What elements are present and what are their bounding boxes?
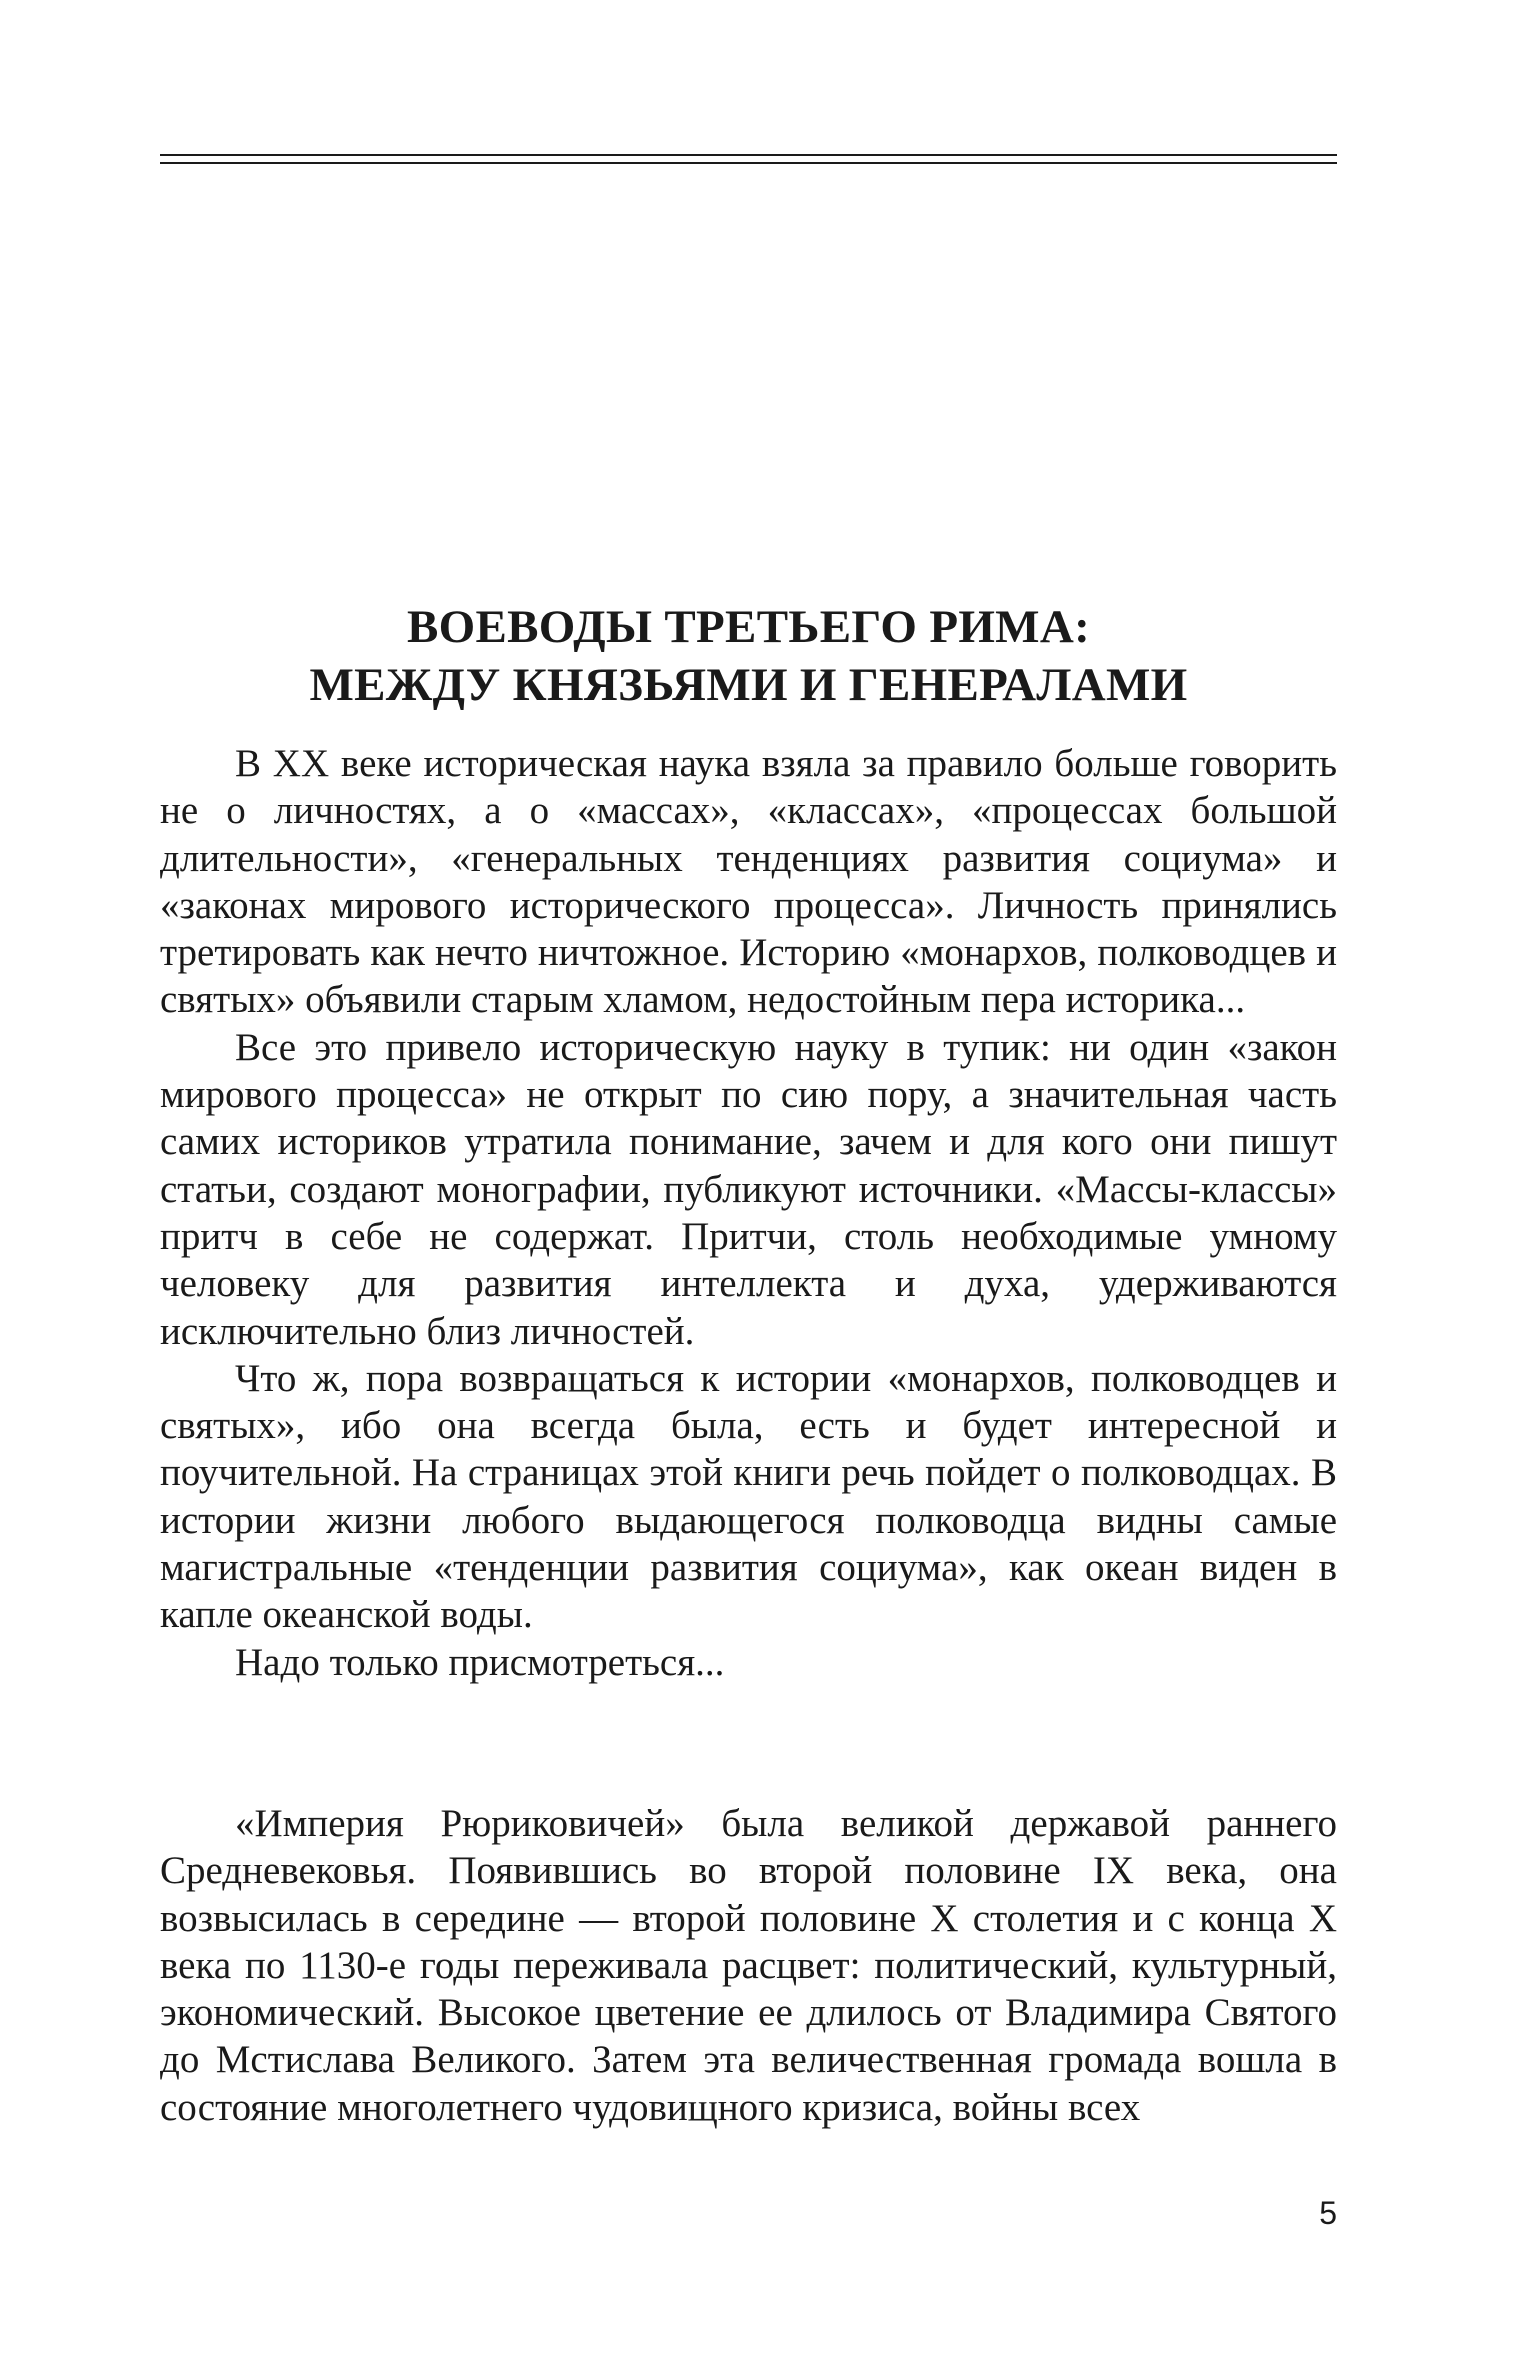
page-number: 5 — [1319, 2195, 1337, 2231]
header-rule-bottom — [160, 162, 1337, 164]
main-text — [160, 1800, 1337, 2131]
paragraph: В XX веке историческая наука взяла за правило больше говорить не о личностях, а о «массах», «классах», «процессах большой длительности», «генеральных тенденциях развития социума» и «законах мирового исторического процесса». Личность принялись третировать как нечто ничтожное. Историю «монархов, полководцев и святых» объявили старым хламом, недостойным пера историка... — [160, 742, 1337, 1022]
paragraph: Надо только присмотреться... — [235, 1640, 725, 1684]
paragraph: Что ж, пора возвращаться к истории «монархов, полководцев и святых», ибо она всегда была, есть и будет интересной и поучительной. На страницах этой книги речь пойдет о полководцах. В истории жизни любого выдающегося полководца видны самые магистральные «тенденции развития социума», как океан виден в капле океанской воды. — [160, 1356, 1337, 1637]
header-rule-top — [160, 154, 1337, 156]
chapter-title-line-2: МЕЖДУ КНЯЗЬЯМИ И ГЕНЕРАЛАМИ — [309, 659, 1188, 711]
paragraph: «Империя Рюриковичей» была великой державой раннего Средневековья. Появившись во второй половине IX века, она возвысилась в середине — второй половине X столетия и с конца X века по 1130-е годы переживала расцвет: политический, культурный, экономический. Высокое цветение ее длилось от Владимира Святого до Мстислава Великого. Затем эта величественная громада вошла в состояние многолетнего чудовищного кризиса, войны всех — [160, 1802, 1337, 2129]
intro-text — [160, 740, 1337, 1686]
paragraph: Все это привело историческую науку в тупик: ни один «закон мирового процесса» не открыт по сию пору, а значительная часть самих историков утратила понимание, зачем и для кого они пишут статьи, создают монографии, публикуют источники. «Массы-классы» притч в себе не содержат. Притчи, столь необходимые умному человеку для развития интеллекта и духа, удерживаются исключительно близ личностей. — [160, 1025, 1337, 1353]
chapter-title — [160, 598, 1337, 714]
chapter-title-line-1: ВОЕВОДЫ ТРЕТЬЕГО РИМА: — [406, 601, 1091, 653]
